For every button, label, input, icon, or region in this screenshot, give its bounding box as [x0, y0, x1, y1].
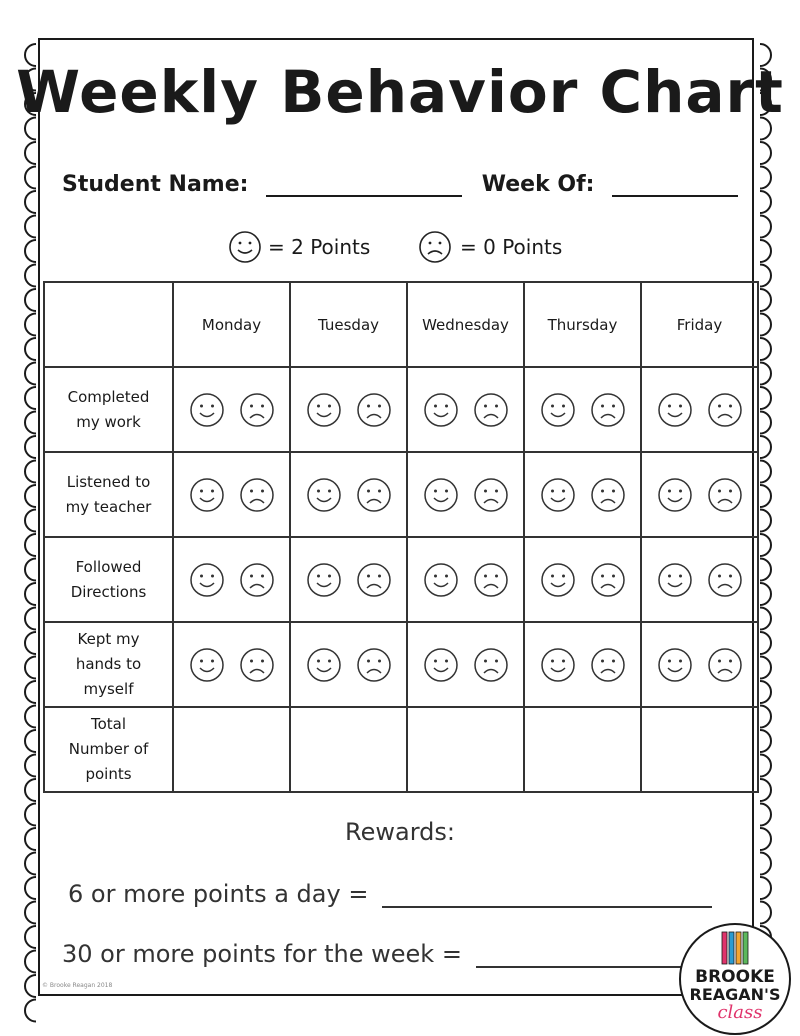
scallop [760, 853, 771, 875]
face-cell[interactable] [407, 452, 524, 537]
frowny-face-icon[interactable] [473, 562, 509, 598]
week-of-label: Week Of: [481, 172, 595, 197]
face-pair [642, 392, 757, 428]
smiley-face-icon[interactable] [189, 647, 225, 683]
frowny-face-icon[interactable] [707, 392, 743, 428]
scallop [25, 265, 36, 287]
logo-line-3: class [717, 1002, 763, 1023]
total-cell[interactable] [173, 707, 290, 792]
scallop [25, 387, 36, 409]
logo-line-1: BROOKE [695, 967, 775, 987]
face-pair [525, 392, 640, 428]
face-cell[interactable] [290, 452, 407, 537]
frowny-face-icon[interactable] [239, 647, 275, 683]
scallop [25, 240, 36, 262]
scallop [25, 314, 36, 336]
face-cell[interactable] [641, 622, 758, 707]
face-cell[interactable] [290, 537, 407, 622]
day-header: Tuesday [290, 282, 407, 367]
scallop [25, 975, 36, 997]
face-pair [291, 392, 406, 428]
scallop [760, 730, 771, 752]
total-row [44, 707, 758, 792]
scallop [760, 608, 771, 630]
behavior-label: Completed my work [44, 367, 173, 452]
scallop [760, 338, 771, 360]
behavior-row [44, 537, 758, 622]
scallop [760, 657, 771, 679]
face-pair [408, 647, 523, 683]
face-pair [525, 477, 640, 513]
face-cell[interactable] [173, 622, 290, 707]
frowny-face-icon[interactable] [356, 477, 392, 513]
header-row [44, 282, 758, 367]
smiley-face-icon[interactable] [306, 392, 342, 428]
smiley-face-icon[interactable] [657, 392, 693, 428]
face-cell[interactable] [641, 367, 758, 452]
smiley-face-icon[interactable] [540, 477, 576, 513]
scallop [760, 363, 771, 385]
day-header: Thursday [524, 282, 641, 367]
day-header: Friday [641, 282, 758, 367]
scallop [760, 583, 771, 605]
scallop [25, 412, 36, 434]
logo-pencil [743, 932, 748, 964]
face-pair [291, 562, 406, 598]
scallop [760, 485, 771, 507]
face-pair [408, 562, 523, 598]
face-cell[interactable] [524, 452, 641, 537]
scallop [25, 338, 36, 360]
scallop [760, 902, 771, 924]
behavior-label: Listened to my teacher [44, 452, 173, 537]
face-pair [291, 477, 406, 513]
smiley-face-icon [228, 230, 262, 264]
scallop [25, 167, 36, 189]
scallop [760, 412, 771, 434]
frowny-face-icon[interactable] [356, 647, 392, 683]
behavior-row [44, 452, 758, 537]
face-pair [525, 562, 640, 598]
scallop [760, 191, 771, 213]
scallop [760, 510, 771, 532]
face-cell[interactable] [407, 537, 524, 622]
smiley-face-icon[interactable] [423, 477, 459, 513]
face-cell[interactable] [641, 452, 758, 537]
smiley-face-icon[interactable] [189, 392, 225, 428]
face-cell[interactable] [407, 367, 524, 452]
scallop [25, 608, 36, 630]
frowny-face-icon[interactable] [473, 647, 509, 683]
face-pair [291, 647, 406, 683]
sad-points-text: = 0 Points [460, 235, 563, 259]
scallop [25, 779, 36, 801]
scallop [25, 436, 36, 458]
scallop [760, 877, 771, 899]
reward-weekly-text: 30 or more points for the week = [62, 940, 462, 968]
student-info-row [62, 172, 738, 197]
scallop [760, 534, 771, 556]
smiley-face-icon[interactable] [423, 392, 459, 428]
smiley-face-icon[interactable] [540, 392, 576, 428]
logo-line-2: REAGAN'S [689, 985, 781, 1004]
total-cell[interactable] [290, 707, 407, 792]
scallop [25, 951, 36, 973]
scallop [25, 559, 36, 581]
smiley-face-icon[interactable] [306, 562, 342, 598]
sad-key [416, 230, 562, 264]
total-cell[interactable] [524, 707, 641, 792]
frowny-face-icon[interactable] [356, 562, 392, 598]
rewards-title: Rewards: [345, 818, 455, 846]
face-cell[interactable] [290, 622, 407, 707]
smiley-face-icon[interactable] [540, 562, 576, 598]
smiley-face-icon[interactable] [657, 562, 693, 598]
scallop [25, 363, 36, 385]
logo-pencil [722, 932, 727, 964]
scallop [25, 461, 36, 483]
happy-points-text: = 2 Points [268, 235, 371, 259]
scallop [760, 436, 771, 458]
student-name-label: Student Name: [62, 172, 249, 197]
frowny-face-icon [416, 230, 454, 264]
scallop [25, 926, 36, 948]
frowny-face-icon[interactable] [707, 477, 743, 513]
smiley-face-icon[interactable] [189, 562, 225, 598]
face-pair [408, 477, 523, 513]
day-header: Monday [173, 282, 290, 367]
face-cell[interactable] [641, 537, 758, 622]
face-pair [642, 562, 757, 598]
face-cell[interactable] [407, 622, 524, 707]
scallop [25, 632, 36, 654]
scallop [760, 681, 771, 703]
face-cell[interactable] [524, 537, 641, 622]
scallop [25, 485, 36, 507]
page-title: Weekly Behavior Chart [16, 58, 784, 126]
scallop [25, 706, 36, 728]
student-name-blank[interactable] [266, 173, 462, 197]
face-cell[interactable] [173, 367, 290, 452]
frowny-face-icon[interactable] [473, 392, 509, 428]
face-pair [174, 647, 289, 683]
scallop [25, 853, 36, 875]
scallop [25, 902, 36, 924]
smiley-face-icon[interactable] [540, 647, 576, 683]
total-cell[interactable] [407, 707, 524, 792]
behavior-label: Kept my hands to myself [44, 622, 173, 707]
frowny-face-icon[interactable] [590, 647, 626, 683]
face-cell[interactable] [290, 367, 407, 452]
frowny-face-icon[interactable] [590, 477, 626, 513]
smiley-face-icon[interactable] [423, 562, 459, 598]
scallop [25, 1000, 36, 1022]
scallop [760, 314, 771, 336]
reward-daily-text: 6 or more points a day = [68, 880, 369, 908]
scallop [760, 706, 771, 728]
face-pair [642, 647, 757, 683]
scallop [760, 632, 771, 654]
scallop [25, 534, 36, 556]
behavior-row [44, 622, 758, 707]
frowny-face-icon[interactable] [239, 392, 275, 428]
smiley-face-icon[interactable] [306, 477, 342, 513]
scallop [25, 191, 36, 213]
scallop [25, 877, 36, 899]
day-header: Wednesday [407, 282, 524, 367]
corner-cell [44, 282, 173, 367]
scallop [760, 755, 771, 777]
scallop [25, 510, 36, 532]
face-pair [174, 562, 289, 598]
scallop [760, 559, 771, 581]
face-cell[interactable] [173, 537, 290, 622]
smiley-face-icon[interactable] [189, 477, 225, 513]
smiley-face-icon[interactable] [423, 647, 459, 683]
scallop [760, 142, 771, 164]
reward-line-weekly [62, 940, 716, 968]
scallop [760, 461, 771, 483]
scallop [760, 240, 771, 262]
frowny-face-icon[interactable] [473, 477, 509, 513]
scallop [760, 167, 771, 189]
face-pair [642, 477, 757, 513]
frowny-face-icon[interactable] [356, 392, 392, 428]
behavior-row [44, 367, 758, 452]
frowny-face-icon[interactable] [239, 477, 275, 513]
face-cell[interactable] [524, 622, 641, 707]
smiley-face-icon[interactable] [657, 477, 693, 513]
smiley-face-icon[interactable] [306, 647, 342, 683]
scallop [760, 265, 771, 287]
frowny-face-icon[interactable] [707, 647, 743, 683]
scallop [760, 387, 771, 409]
scallop [25, 583, 36, 605]
happy-key [228, 230, 370, 264]
face-pair [174, 477, 289, 513]
behavior-label: Followed Directions [44, 537, 173, 622]
face-pair [408, 392, 523, 428]
week-of-blank[interactable] [612, 173, 738, 197]
scallop [760, 216, 771, 238]
frowny-face-icon[interactable] [590, 392, 626, 428]
scallop [25, 657, 36, 679]
logo-pencil [736, 932, 741, 964]
face-pair [525, 647, 640, 683]
smiley-face-icon[interactable] [657, 647, 693, 683]
total-cell[interactable] [641, 707, 758, 792]
scallop [25, 289, 36, 311]
logo-pencil [729, 932, 734, 964]
copyright-text: © Brooke Reagan 2018 [42, 982, 113, 989]
brooke-reagans-class-logo [678, 922, 792, 1036]
face-pair [174, 392, 289, 428]
scallop [25, 142, 36, 164]
reward-line-daily [68, 880, 712, 908]
scallop [760, 779, 771, 801]
frowny-face-icon[interactable] [707, 562, 743, 598]
scallop [25, 755, 36, 777]
scallop [25, 730, 36, 752]
reward-daily-blank[interactable] [382, 886, 712, 908]
behavior-table [43, 281, 759, 793]
face-cell[interactable] [524, 367, 641, 452]
frowny-face-icon[interactable] [590, 562, 626, 598]
face-cell[interactable] [173, 452, 290, 537]
scallop [25, 681, 36, 703]
scallop [25, 216, 36, 238]
total-label: Total Number of points [44, 707, 173, 792]
scallop [760, 289, 771, 311]
frowny-face-icon[interactable] [239, 562, 275, 598]
